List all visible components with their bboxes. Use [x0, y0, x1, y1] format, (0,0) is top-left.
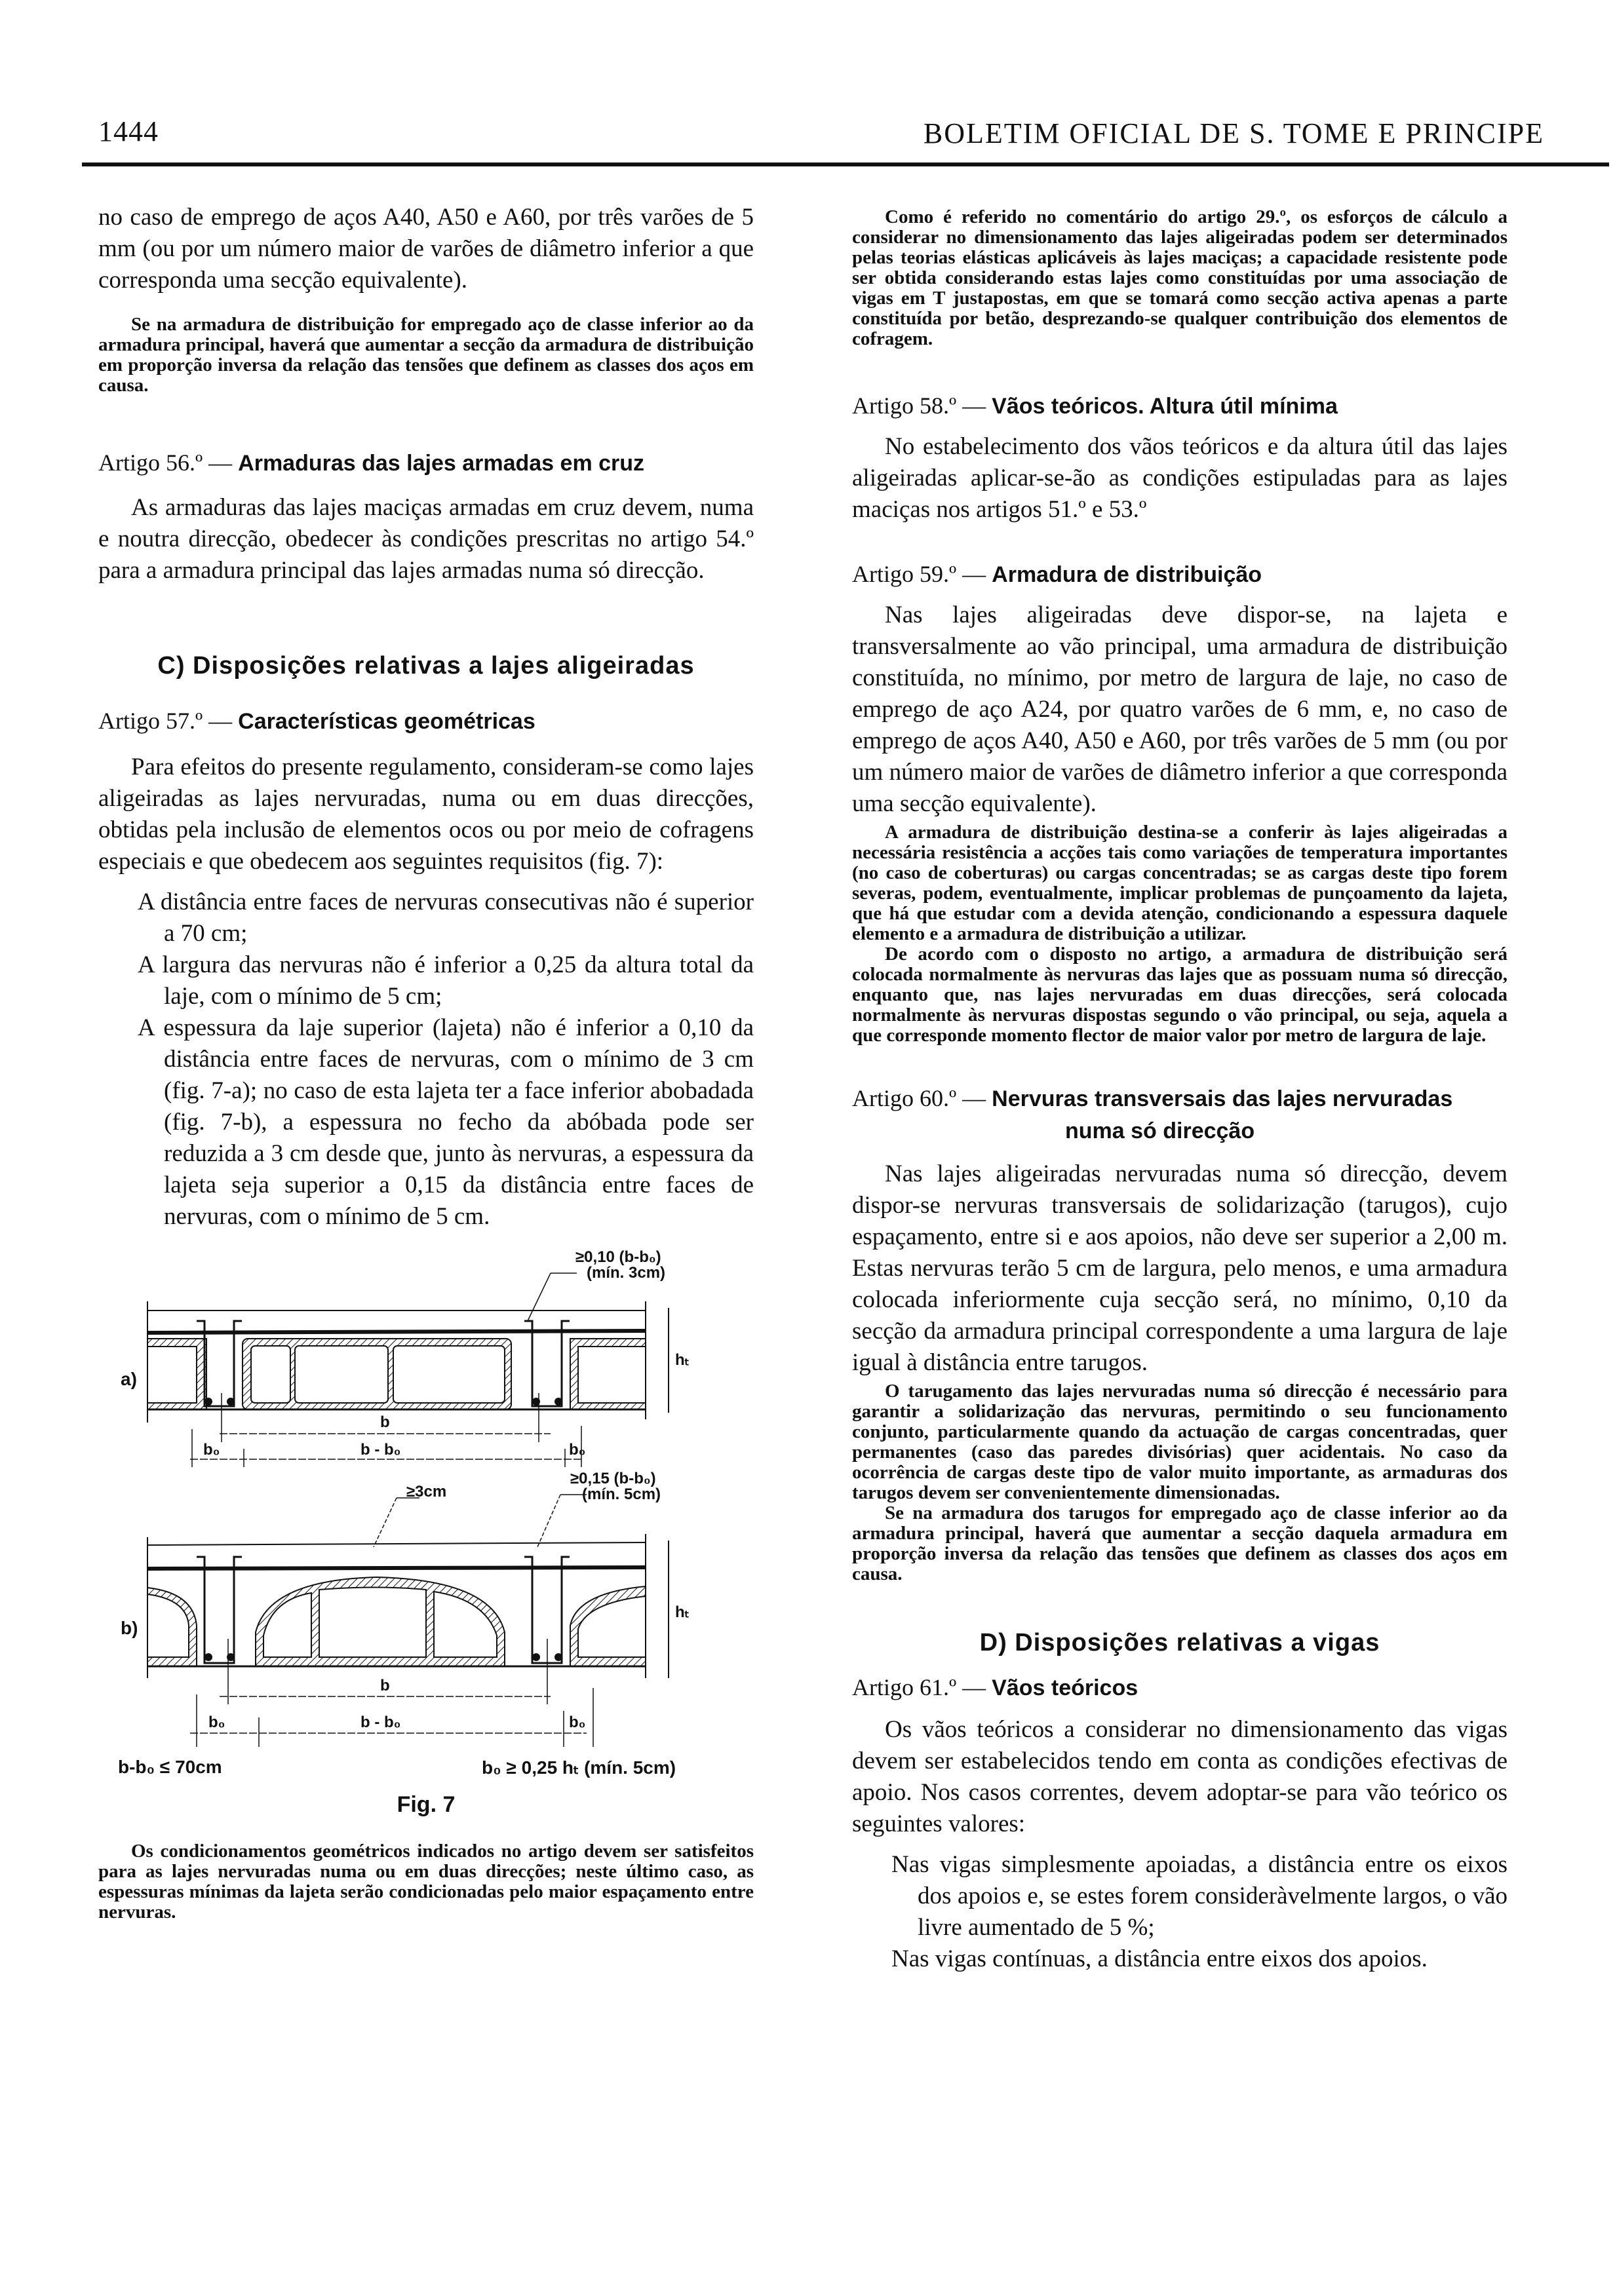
dim-b-minus-b0-b: b - b₀ [360, 1713, 401, 1731]
article-56-heading [98, 447, 754, 479]
article-title: Armaduras das lajes armadas em cruz [238, 451, 645, 476]
article-57-body: Para efeitos do presente regulamento, consideram-se como lajes aligeiradas as lajes nervuradas, numa ou em duas direcções, obtidas pela inclusão de elementos ocos ou por meio de cofragens especiais e que obedecem aos seguintes requisitos (fig. 7): [98, 754, 754, 875]
running-title: BOLETIM OFICIAL DE S. TOME E PRINCIPE [923, 117, 1544, 149]
article-58-body: No estabelecimento dos vãos teóricos e da altura útil das lajes aligeiradas aplicar-se-ão as condições estipuladas para as lajes maciças nos artigos 51.º e 53.º [852, 433, 1508, 523]
section-d-heading: D) Disposições relativas a vigas [979, 1629, 1380, 1656]
header-rule [82, 163, 1609, 166]
article-title: Vãos teóricos [992, 1675, 1138, 1700]
article-59-body: Nas lajes aligeiradas deve dispor-se, na lajeta e transversalmente ao vão principal, uma armadura de distribuição constituída, no mínimo, por metro de largura de laje, no caso de emprego de aço A24, por quatro varões de 6 mm, e, no caso de emprego de aços A40, A50 e A60, por três varões de 5 mm (ou por um número maior de varões de diâmetro inferior a que corresponda uma secção equivalente). [852, 602, 1508, 817]
article-57-heading [98, 705, 754, 737]
dim-b-minus-b0-a: b - b₀ [360, 1441, 401, 1459]
article-61-body: Os vãos teóricos a considerar no dimensionamento das vigas devem ser estabelecidos tendo em conta as condições efectivas de apoio. Nos casos correntes, devem adoptar-se para vão teórico os seguintes valores: [852, 1716, 1508, 1837]
left-column [98, 197, 754, 1923]
article-title: Nervuras transversais das lajes nervuradas [992, 1086, 1453, 1111]
article-60-heading [852, 1082, 1508, 1147]
comment-art60-2: Se na armadura dos tarugos for empregado aço de classe inferior ao da armadura principal, haverá que aumentar a secção daquela armadura em proporção inversa da relação das tensões que definem as classes dos aços em causa. [852, 1502, 1508, 1584]
list-item: A largura das nervuras não é inferior a 0,25 da altura total da laje, com o mínimo de 5 cm; [138, 951, 754, 1010]
article-number: Artigo 59.º — [852, 561, 986, 587]
article-number: Artigo 56.º — [98, 450, 233, 476]
annotation-b-lajeta-2: (mín. 5cm) [582, 1485, 661, 1503]
comment-art57: Os condicionamentos geométricos indicados no artigo devem ser satisfeitos para as lajes nervuradas numa ou em duas direcções; neste último caso, as espessuras mínimas da lajeta serão condicionadas pelo maior espaçamento entre nervuras. [98, 1841, 754, 1923]
article-title-line2: numa só direcção [1065, 1119, 1255, 1143]
article-number: Artigo 58.º — [852, 392, 986, 419]
annotation-a-lajeta-2: (mín. 3cm) [587, 1264, 666, 1282]
figure-7 [98, 1248, 754, 1757]
rule-rib-width: b₀ ≥ 0,25 hₜ (mín. 5cm) [482, 1757, 676, 1778]
comment-art57-continued: Como é referido no comentário do artigo 29.º, os esforços de cálculo a considerar no dimensionamento das lajes aligeiradas podem ser determinados pelas teorias elásticas aplicáveis às lajes maciças; a capacidade resistente pode ser obtida considerando estas lajes como constituídas por uma associação de vigas em T justapostas, em que se tomará como secção activa apenas a parte constituída por betão, desprezando-se qualquer contribuição dos elementos de cofragem. [852, 206, 1508, 349]
article-number: Artigo 60.º — [852, 1085, 986, 1111]
comment-art59-2: De acordo com o disposto no artigo, a armadura de distribuição será colocada normalmente às nervuras das lajes que as possuam numa só direcção, enquanto que, nas lajes nervuradas em duas direcções, será colocada normalmente às nervuras dispostas segundo o vão principal, ou seja, aquela a que corresponde momento flector de maior valor por metro de largura de laje. [852, 944, 1508, 1046]
article-59-heading [852, 558, 1508, 590]
comment-art59-1: A armadura de distribuição destina-se a conferir às lajes aligeiradas a necessária resistência a acções tais como variações de temperatura importantes (no caso de coberturas) ou cargas concentradas; se as cargas deste tipo forem severas, podem, eventualmente, implicar problemas de punçoamento da lajeta, que há que estudar com a devida atenção, condicionando a espessura daquele elemento e a armadura de distribuição a utilizar. [852, 822, 1508, 944]
article-58-heading [852, 390, 1508, 422]
dim-b0-b-right: b₀ [569, 1713, 586, 1731]
panel-a-drawing [147, 1273, 669, 1467]
panel-b-drawing [147, 1495, 669, 1747]
rib-slab-diagram [98, 1259, 754, 1757]
rule-rib-spacing: b-b₀ ≤ 70cm [118, 1757, 222, 1777]
panel-b-label: b) [121, 1618, 138, 1638]
article-61-heading [852, 1672, 1508, 1704]
page-number: 1444 [98, 115, 159, 147]
article-title: Vãos teóricos. Altura útil mínima [992, 394, 1338, 419]
continuation-paragraph: no caso de emprego de aços A40, A50 e A60, por três varões de 5 mm (ou por um número maior de varões de diâmetro inferior a que corresponda uma secção equivalente). [98, 204, 754, 294]
list-item: A distância entre faces de nervuras consecutivas não é superior a 70 cm; [138, 889, 754, 947]
annotation-b-lajeta-1: ≥0,15 (b-b₀) [570, 1470, 656, 1487]
figure-rules [98, 1757, 754, 1789]
dim-b-b: b [380, 1677, 390, 1694]
figure-caption: Fig. 7 [397, 1792, 456, 1817]
dim-ht-a: hₜ [675, 1351, 690, 1369]
comment-art55: Se na armadura de distribuição for empregado aço de classe inferior ao da armadura principal, haverá que aumentar a secção da armadura de distribuição em proporção inversa da relação das tensões que definem as classes dos aços em causa. [98, 314, 754, 396]
article-56-body: As armaduras das lajes maciças armadas em cruz devem, numa e noutra direcção, obedecer às condições prescritas no artigo 54.º para a armadura principal das lajes armadas numa só direcção. [98, 494, 754, 584]
list-item: Nas vigas simplesmente apoiadas, a distância entre os eixos dos apoios e, se estes forem consideràvelmente largos, o vão livre aumentado de 5 %; [891, 1851, 1508, 1941]
dim-b0-a-left: b₀ [203, 1441, 220, 1459]
panel-a-label: a) [121, 1369, 137, 1389]
article-title: Características geométricas [238, 709, 535, 734]
annotation-a-lajeta-1: ≥0,10 (b-b₀) [575, 1248, 661, 1266]
requirements-list [98, 887, 754, 1233]
right-column [852, 197, 1508, 1975]
article-number: Artigo 61.º — [852, 1674, 986, 1700]
dim-b-a: b [380, 1413, 390, 1431]
article-title: Armadura de distribuição [992, 562, 1262, 587]
article-number: Artigo 57.º — [98, 708, 233, 734]
list-item: Nas vigas contínuas, a distância entre eixos dos apoios. [891, 1945, 1428, 1972]
article-60-body: Nas lajes aligeiradas nervuradas numa só direcção, devem dispor-se nervuras transversais de solidarização (tarugos), cujo espaçamento, entre si e aos apoios, não deve ser superior a 2,00 m. Estas nervuras terão 5 cm de largura, pelo menos, e uma armadura colocada inferiormente cuja secção será, no mínimo, 0,10 da secção da armadura principal correspondente a uma largura de laje igual à distância entre tarugos. [852, 1160, 1508, 1376]
comment-art60-1: O tarugamento das lajes nervuradas numa só direcção é necessário para garantir a solidarização das nervuras, permitindo o seu funcionamento conjunto, particularmente quando da actuação de cargas concentradas, quer permanentes (caso das paredes divisórias) quer acidentais. No caso da ocorrência de cargas deste tipo de valor muito importante, as armaduras dos tarugos devem ser convenientemente dimensionadas. [852, 1381, 1508, 1503]
section-c-heading: C) Disposições relativas a lajes aligeiradas [157, 652, 695, 679]
dim-b0-a-right: b₀ [569, 1441, 586, 1459]
annotation-b-crown: ≥3cm [406, 1483, 447, 1501]
list-item: A espessura da laje superior (lajeta) não é inferior a 0,10 da distância entre faces de nervuras, com o mínimo de 3 cm (fig. 7-a); no caso de esta lajeta ter a face inferior abobadada (fig. 7-b), a espessura no fecho da abóbada pode ser reduzida a 3 cm desde que, junto às nervuras, a espessura da lajeta seja superior a 0,15 da distância entre faces de nervuras, com o mínimo de 5 cm. [138, 1014, 754, 1230]
dim-b0-b-left: b₀ [208, 1713, 225, 1731]
dim-ht-b: hₜ [675, 1603, 690, 1621]
span-values-list [852, 1849, 1508, 1975]
